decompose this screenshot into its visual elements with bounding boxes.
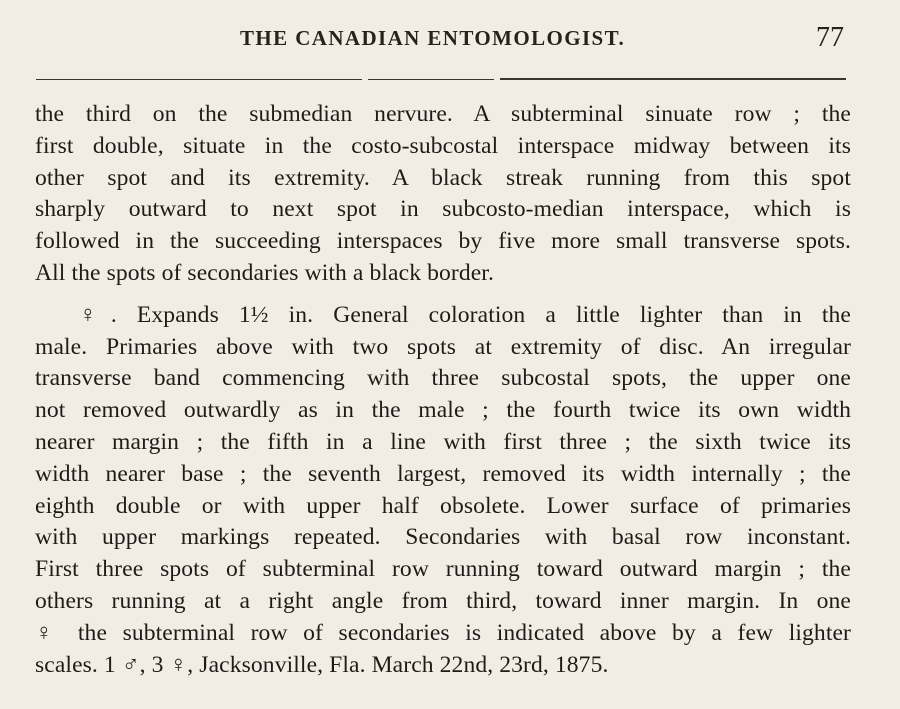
text-line: not removed outwardly as in the male ; the fourth twice its own width — [35, 397, 851, 424]
body-text — [35, 99, 851, 681]
text-line: others running at a right angle from third, toward inner margin. In one — [35, 587, 851, 614]
text-line: ♀. Expands 1½ in. General coloration a little lighter than in the — [79, 301, 851, 328]
header-rule-right — [500, 78, 846, 80]
text-line: transverse band commencing with three subcostal spots, the upper one — [35, 365, 851, 392]
text-line: followed in the succeeding interspaces by five more small transverse spots. — [35, 228, 851, 255]
text-line: the third on the submedian nervure. A subterminal sinuate row ; the — [35, 101, 851, 127]
text-line: All the spots of secondaries with a black border. — [35, 259, 494, 286]
text-line: sharply outward to next spot in subcosto-median interspace, which is — [35, 196, 851, 223]
text-line: eighth double or with upper half obsolete. Lower surface of primaries — [35, 492, 851, 519]
text-line: nearer margin ; the fifth in a line with first three ; the sixth twice its — [35, 428, 851, 455]
journal-title: THE CANADIAN ENTOMOLOGIST. — [240, 26, 626, 50]
text-line: width nearer base ; the seventh largest, removed its width internally ; the — [35, 460, 851, 487]
paragraph-gap — [35, 290, 851, 300]
text-line: with upper markings repeated. Secondaries with basal row inconstant. — [35, 524, 851, 551]
text-line: scales. 1 ♂, 3 ♀, Jacksonville, Fla. March 22nd, 23rd, 1875. — [35, 651, 609, 678]
text-line: other spot and its extremity. A black streak running from this spot — [35, 164, 851, 191]
header-rule-left — [36, 79, 362, 80]
text-line: male. Primaries above with two spots at extremity of disc. An irregular — [35, 333, 851, 360]
text-line: first double, situate in the costo-subcostal interspace midway between its — [35, 132, 851, 159]
running-head — [0, 22, 900, 56]
text-line: ♀ the subterminal row of secondaries is indicated above by a few lighter — [35, 619, 851, 646]
header-rule-middle — [368, 79, 494, 80]
page-number: 77 — [816, 22, 844, 53]
text-line: First three spots of subterminal row running toward outward margin ; the — [35, 556, 851, 583]
